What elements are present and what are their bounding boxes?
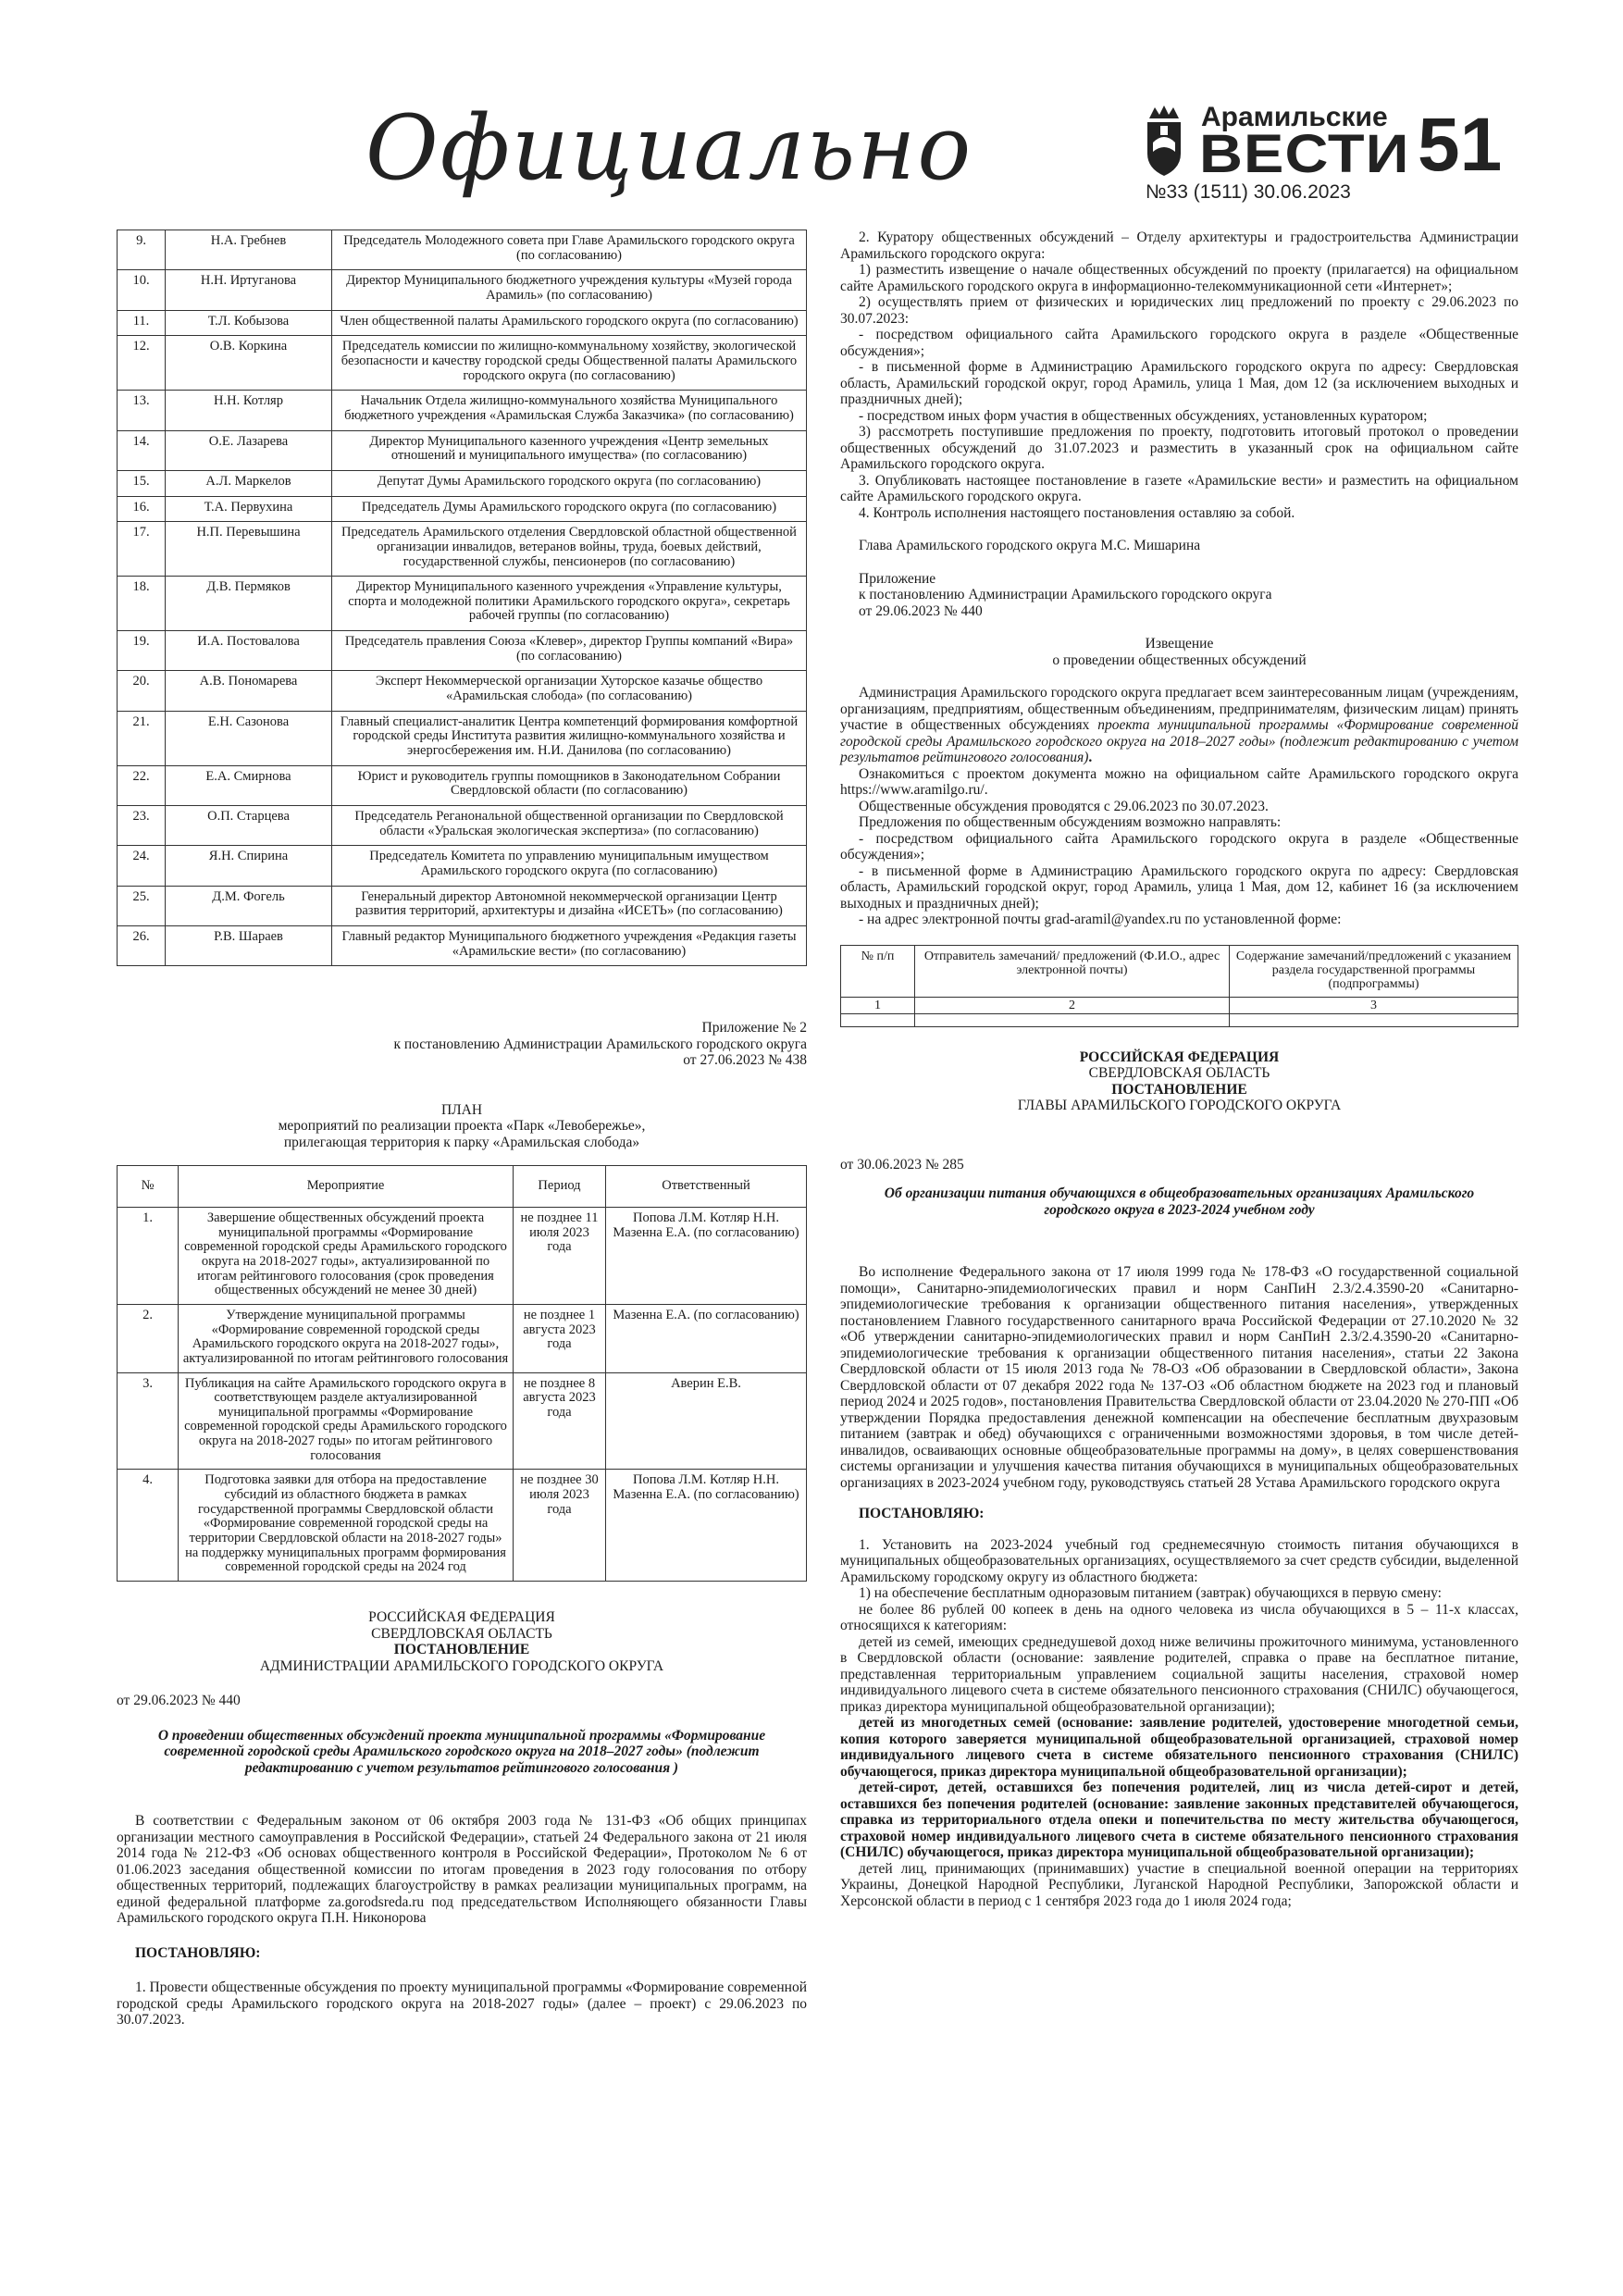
form-header-content: Содержание замечаний/предложений с указанием раздела государственной программы (подпрограммы) bbox=[1230, 945, 1518, 997]
member-num: 11. bbox=[118, 310, 166, 336]
member-num: 18. bbox=[118, 577, 166, 631]
right-text-6: 3) рассмотреть поступившие предложения по проекту, подготовить итоговый протокол о проведении общественных обсуждений до 31.07.2023 и разместить в указанный срок на официальном сайте Арамильского городского округа. bbox=[840, 424, 1518, 472]
member-position: Юрист и руководитель группы помощников в Законодательном Собрании Свердловской области (по согласованию) bbox=[332, 765, 807, 805]
left-decree-h4: АДМИНИСТРАЦИИ АРАМИЛЬСКОГО ГОРОДСКОГО ОКРУГА bbox=[259, 1657, 664, 1674]
member-num: 12. bbox=[118, 336, 166, 391]
left-decree-title: О проведении общественных обсуждений проекта муниципальной программы «Формирование современной городской среды Арамильского городского округа на 2018–2027 годы» (подлежит редактированию с учетом результатов рейтингового голосования ) bbox=[157, 1727, 766, 1776]
right-text-3: - посредством официального сайта Арамильского городского округа в разделе «Общественные обсуждения»; bbox=[840, 327, 1518, 359]
member-position: Председатель правления Союза «Клевер», директор Группы компаний «Вира» (по согласованию) bbox=[332, 631, 807, 671]
plan-subtitle-2: прилегающая территория к парку «Арамильская слобода» bbox=[283, 1134, 640, 1150]
member-row bbox=[118, 391, 807, 430]
member-row bbox=[118, 310, 807, 336]
plan-responsible: Аверин Е.В. bbox=[606, 1372, 807, 1470]
plan-header-num: № bbox=[118, 1166, 179, 1208]
plan-responsible: Попова Л.М. Котляр Н.Н. Мазенна Е.А. (по согласованию) bbox=[606, 1470, 807, 1582]
working-group-table bbox=[117, 230, 807, 966]
member-num: 19. bbox=[118, 631, 166, 671]
plan-responsible: Мазенна Е.А. (по согласованию) bbox=[606, 1304, 807, 1372]
plan-period: не позднее 11 июля 2023 года bbox=[514, 1207, 606, 1304]
member-name: Д.М. Фогель bbox=[166, 886, 332, 925]
notice-line-3: - посредством официального сайта Арамильского городского округа в разделе «Общественные обсуждения»; bbox=[840, 830, 1518, 863]
member-position: Председатель Реганональной общественной организации по Свердловской области «Уральская экологическая экспертиза» (по согласованию) bbox=[332, 806, 807, 846]
plan-header-responsible: Ответственный bbox=[606, 1166, 807, 1208]
plan-num: 1. bbox=[118, 1207, 179, 1304]
member-position: Главный редактор Муниципального бюджетного учреждения «Редакция газеты «Арамильские вести» (по согласованию) bbox=[332, 925, 807, 965]
notice-line-2: Предложения по общественным обсуждениям возможно направлять: bbox=[859, 814, 1282, 830]
member-num: 24. bbox=[118, 846, 166, 886]
member-num: 15. bbox=[118, 470, 166, 496]
brand-main: ВЕСТИ bbox=[1199, 124, 1410, 184]
left-column bbox=[117, 230, 807, 2029]
plan-num: 4. bbox=[118, 1470, 179, 1582]
right-decree-cat4: детей лиц, принимающих (принимавших) участие в специальной военной операции на территориях Украины, Донецкой Народной Республики, Луганской Народной Республики, Запорожской области и Херсонской области в период с 1 сентября 2023 года до 1 июля 2024 года; bbox=[840, 1860, 1518, 1909]
member-num: 14. bbox=[118, 430, 166, 470]
plan-subtitle-1: мероприятий по реализации проекта «Парк «Левобережье», bbox=[278, 1118, 646, 1135]
notice-line-4: - в письменной форме в Администрацию Арамильского городского округа по адресу: Свердловская область, Арамильский городской округ, город Арамиль, улица 1 Мая, дом 12, кабинет 16 (за исключением выходных и праздничных дней); bbox=[840, 863, 1518, 912]
member-num: 16. bbox=[118, 496, 166, 522]
member-row bbox=[118, 430, 807, 470]
member-position: Эксперт Некоммерческой организации Хуторское казачье общество «Арамильская слобода» (по согласованию) bbox=[332, 671, 807, 711]
member-row bbox=[118, 470, 807, 496]
notice-line-1: Общественные обсуждения проводятся с 29.06.2023 по 30.07.2023. bbox=[859, 798, 1269, 814]
member-num: 23. bbox=[118, 806, 166, 846]
notice-paragraph-1 bbox=[840, 685, 1518, 766]
member-row bbox=[118, 496, 807, 522]
member-row bbox=[118, 671, 807, 711]
member-num: 9. bbox=[118, 230, 166, 270]
member-name: А.Л. Маркелов bbox=[166, 470, 332, 496]
plan-row bbox=[118, 1470, 807, 1582]
member-position: Председатель Арамильского отделения Свердловской областной общественной организации инвалидов, ветеранов войны, труда, боевых действий, государственной службы, пенсионеров (по согласованию) bbox=[332, 522, 807, 577]
member-num: 26. bbox=[118, 925, 166, 965]
member-position: Главный специалист-аналитик Центра компетенций формирования комфортной городской среды Института развития жилищно-коммунального хозяйства и энергосбережения им. Н.И. Данилова (по согласованию) bbox=[332, 711, 807, 765]
member-row bbox=[118, 522, 807, 577]
signature: Глава Арамильского городского округа М.С. Мишарина bbox=[859, 538, 1201, 553]
right-text-8: 4. Контроль исполнения настоящего постановления оставляю за собой. bbox=[859, 504, 1295, 521]
member-num: 25. bbox=[118, 886, 166, 925]
member-row bbox=[118, 577, 807, 631]
notice-p1-end: . bbox=[1088, 750, 1093, 765]
member-row bbox=[118, 270, 807, 310]
appendix2-line2: к постановлению Администрации Арамильского городского округа bbox=[393, 1036, 807, 1052]
member-row bbox=[118, 765, 807, 805]
member-position: Член общественной палаты Арамильского городского округа (по согласованию) bbox=[332, 310, 807, 336]
member-num: 10. bbox=[118, 270, 166, 310]
notice-title-2: о проведении общественных обсуждений bbox=[1052, 652, 1307, 668]
left-decree-h2: СВЕРДЛОВСКАЯ ОБЛАСТЬ bbox=[371, 1625, 552, 1642]
right-text-1: 1) разместить извещение о начале общественных обсуждений по проекту (прилагается) на официальном сайте Арамильского городского округа в информационно-телекоммуникационной сети «Интернет»; bbox=[840, 262, 1518, 294]
member-row bbox=[118, 925, 807, 965]
right-decree-h1: РОССИЙСКАЯ ФЕДЕРАЦИЯ bbox=[1079, 1049, 1280, 1065]
notice-line-5: - на адрес электронной почты grad-aramil@yandex.ru по установленной форме: bbox=[859, 912, 1342, 927]
member-name: Т.А. Первухина bbox=[166, 496, 332, 522]
notice-p1-project: проекта муниципальной программы «Формирование современной городской среды Арамильского городского округа на 2018–2027 годы» (подлежит редактированию с учетом результатов рейтингового голосования) bbox=[840, 717, 1518, 765]
plan-table bbox=[117, 1165, 807, 1582]
right-decree-item1-1: 1) на обеспечение бесплатным одноразовым питанием (завтрак) обучающихся в первую смену: bbox=[859, 1585, 1442, 1602]
form-col-num-3: 3 bbox=[1230, 997, 1518, 1013]
plan-responsible: Попова Л.М. Котляр Н.Н. Мазенна Е.А. (по согласованию) bbox=[606, 1207, 807, 1304]
right-text-2: 2) осуществлять прием от физических и юридических лиц предложений по проекту с 29.06.2023 по 30.07.2023: bbox=[840, 294, 1518, 327]
member-position: Начальник Отдела жилищно-коммунального хозяйства Муниципального бюджетного учреждения «Арамильская Служба Заказчика» (по согласованию) bbox=[332, 391, 807, 430]
plan-period: не позднее 1 августа 2023 года bbox=[514, 1304, 606, 1372]
member-name: Я.Н. Спирина bbox=[166, 846, 332, 886]
plan-header-period: Период bbox=[514, 1166, 606, 1208]
member-name: О.Е. Лазарева bbox=[166, 430, 332, 470]
member-name: Е.Н. Сазонова bbox=[166, 711, 332, 765]
member-row bbox=[118, 230, 807, 270]
plan-event: Утверждение муниципальной программы «Формирование современной городской среды Арамильского городского округа на 2018-2027 годы», актуализированной по итогам рейтингового голосования bbox=[179, 1304, 514, 1372]
right-text-5: - посредством иных форм участия в общественных обсуждениях, установленных куратором; bbox=[859, 407, 1428, 424]
left-decree-h3: ПОСТАНОВЛЕНИЕ bbox=[393, 1642, 530, 1658]
member-num: 22. bbox=[118, 765, 166, 805]
right-decree-norm: не более 86 рублей 00 копеек в день на одного человека из числа обучающихся в 5 – 11-х классах, относящихся к категориям: bbox=[840, 1601, 1518, 1634]
plan-row bbox=[118, 1372, 807, 1470]
right-decree-h2: СВЕРДЛОВСКАЯ ОБЛАСТЬ bbox=[1088, 1065, 1270, 1082]
appendix2-line1: Приложение № 2 bbox=[701, 1020, 807, 1036]
member-position: Депутат Думы Арамильского городского округа (по согласованию) bbox=[332, 470, 807, 496]
notice-line-0: Ознакомиться с проектом документа можно на официальном сайте Арамильского городского округа https://www.aramilgo.ru/. bbox=[840, 765, 1518, 798]
right-decree-preamble: Во исполнение Федерального закона от 17 июля 1999 года № 178-ФЗ «О государственной социальной помощи», Санитарно-эпидемиологических правил и норм СанПиН 2.3/2.4.3590-20 «Санитарно-эпидемиологические требования к организации общественного питания населения», утвержденных постановлением Главного государственного санитарного врача Российской Федерации от 27.10.2020 № 32 «Об утверждении санитарно-эпидемиологических правил и норм СанПиН 2.3/2.4.3590-20 «Санитарно-эпидемиологические требования к организации общественного питания населения», статьи 22 Закона Свердловской области от 15 июля 2013 года № 78-ОЗ «Об образовании в Свердловской области», Закона Свердловской области от 07 декабря 2022 года № 137-ОЗ «Об областном бюджете на 2023 год и плановый период 2024 и 2025 годов», постановления Правительства Свердловской области от 23.04.2020 № 270-ПП «Об утверждении Порядка предоставления денежной компенсации на обеспечение бесплатным двухразовым питанием (завтрак и обед) обучающихся с ограниченными возможностями здоровья, в том числе детей-инвалидов, осваивающих основные общеобразовательные программы на дому», в целях совершенствования системы организации и улучшения качества питания обучающихся в муниципальных общеобразовательных организациях в 2023-2024 учебном году, руководствуясь статьей 28 Устава Арамильского городского округа bbox=[840, 1264, 1518, 1491]
right-decree-h4: ГЛАВЫ АРАМИЛЬСКОГО ГОРОДСКОГО ОКРУГА bbox=[1017, 1098, 1342, 1114]
member-position: Председатель Комитета по управлению муниципальным имуществом Арамильского городского округа (по согласованию) bbox=[332, 846, 807, 886]
notice-p1-lead: Администрация Арамильского городского округа предлагает всем заинтересованным лицам (учреждениям, организациям, предприятиям, общественным объединениям, предпринимателям, физическим лицам) принять участие в общественных обсуждениях bbox=[840, 685, 1518, 733]
member-num: 17. bbox=[118, 522, 166, 577]
plan-num: 3. bbox=[118, 1372, 179, 1470]
right-decree-item1: 1. Установить на 2023-2024 учебный год среднемесячную стоимость питания обучающихся в муниципальных общеобразовательных организациях, осуществляемого за счет средств субсидии, выделенной Арамильскому городскому округу из областного бюджета: bbox=[840, 1536, 1518, 1585]
member-position: Председатель комиссии по жилищно-коммунальному хозяйству, экологической безопасности и качеству городской среды Общественной палаты Арамильского городского округа (по согласованию) bbox=[332, 336, 807, 391]
left-decree-h1: РОССИЙСКАЯ ФЕДЕРАЦИЯ bbox=[368, 1609, 555, 1626]
left-decree-date: от 29.06.2023 № 440 bbox=[117, 1693, 241, 1709]
proposal-form-table bbox=[840, 945, 1518, 1027]
member-name: И.А. Постовалова bbox=[166, 631, 332, 671]
right-text-4: - в письменной форме в Администрацию Арамильского городского округа по адресу: Свердловская область, Арамильский городской округ, город Арамиль, улица 1 Мая, дом 12 (за исключением выходных и праздничных дней); bbox=[840, 359, 1518, 407]
city-coat-of-arms-icon bbox=[1144, 105, 1184, 178]
member-position: Председатель Думы Арамильского городского округа (по согласованию) bbox=[332, 496, 807, 522]
plan-row bbox=[118, 1207, 807, 1304]
member-name: Т.Л. Кобызова bbox=[166, 310, 332, 336]
right-decree-cat3: детей-сирот, детей, оставшихся без попечения родителей, лиц из числа детей-сирот и детей, оставшихся без попечения родителей (основание: заявление законных представителей обучающегося, справка из территориального отдела опеки и попечительства по месту жительства обучающегося, страховой номер индивидуального лицевого счета в системе обязательного пенсионного страхования (СНИЛС) обучающегося, приказ директора муниципальной общеобразовательной организации); bbox=[840, 1780, 1518, 1861]
member-name: О.П. Старцева bbox=[166, 806, 332, 846]
member-row bbox=[118, 711, 807, 765]
right-decree-title: Об организации питания обучающихся в общеобразовательных организациях Арамильского городского округа в 2023-2024 учебном году bbox=[884, 1185, 1475, 1218]
form-col-num-1: 1 bbox=[841, 997, 915, 1013]
member-name: Е.А. Смирнова bbox=[166, 765, 332, 805]
plan-title: ПЛАН bbox=[440, 1101, 483, 1118]
plan-period: не позднее 8 августа 2023 года bbox=[514, 1372, 606, 1470]
left-decree-item1: 1. Провести общественные обсуждения по проекту муниципальной программы «Формирование современной городской среды Арамильского городского округа на 2018-2027 годы» (далее – проект) с 29.06.2023 по 30.07.2023. bbox=[117, 1980, 807, 2029]
plan-row bbox=[118, 1304, 807, 1372]
left-decree-resolve: ПОСТАНОВЛЯЮ: bbox=[135, 1944, 261, 1961]
page-number: 51 bbox=[1418, 103, 1503, 187]
form-col-num-2: 2 bbox=[915, 997, 1230, 1013]
right-text-0: 2. Куратору общественных обсуждений – Отделу архитектуры и градостроительства Администрации Арамильского городского округа: bbox=[840, 230, 1518, 262]
right-decree-date: от 30.06.2023 № 285 bbox=[840, 1156, 964, 1173]
issue-number: №33 (1511) 30.06.2023 bbox=[1146, 181, 1351, 203]
member-name: Н.Н. Иртуганова bbox=[166, 270, 332, 310]
appendix-line1: Приложение bbox=[859, 570, 936, 587]
right-column bbox=[840, 230, 1518, 1909]
member-row bbox=[118, 806, 807, 846]
member-name: Н.Н. Котляр bbox=[166, 391, 332, 430]
member-position: Директор Муниципального казенного учреждения «Центр земельных отношений и муниципального имущества» (по согласованию) bbox=[332, 430, 807, 470]
notice-title-1: Извещение bbox=[1145, 636, 1214, 652]
right-decree-resolve: ПОСТАНОВЛЯЮ: bbox=[859, 1506, 985, 1522]
plan-event: Публикация на сайте Арамильского городского округа в соответствующем разделе актуализированной муниципальной программы «Формирование современной городской среды Арамильского городского округа на 2018-2027 годы» по итогам рейтингового голосования bbox=[179, 1372, 514, 1470]
form-header-num: № п/п bbox=[841, 945, 915, 997]
member-position: Директор Муниципального бюджетного учреждения культуры «Музей города Арамиль» (по согласованию) bbox=[332, 270, 807, 310]
member-name: Д.В. Пермяков bbox=[166, 577, 332, 631]
appendix2-line3: от 27.06.2023 № 438 bbox=[683, 1052, 807, 1069]
appendix-line2: к постановлению Администрации Арамильского городского округа bbox=[859, 587, 1272, 602]
form-header-sender: Отправитель замечаний/ предложений (Ф.И.О., адрес электронной почты) bbox=[915, 945, 1230, 997]
member-position: Генеральный директор Автономной некоммерческой организации Центр развития территорий, архитектуры и дизайна «ИСЕТЬ» (по согласованию) bbox=[332, 886, 807, 925]
right-text-7: 3. Опубликовать настоящее постановление в газете «Арамильские вести» и разместить на официальном сайте Арамильского городского округа. bbox=[840, 472, 1518, 504]
brand-top: Арамильские bbox=[1201, 102, 1388, 132]
right-decree-h3: ПОСТАНОВЛЕНИЕ bbox=[1111, 1081, 1247, 1098]
plan-period: не позднее 30 июля 2023 года bbox=[514, 1470, 606, 1582]
member-position: Директор Муниципального казенного учреждения «Управление культуры, спорта и молодежной политики Арамильского городского округа», секретарь рабочей группы (по согласованию) bbox=[332, 577, 807, 631]
member-name: Н.П. Перевышина bbox=[166, 522, 332, 577]
member-row bbox=[118, 846, 807, 886]
member-row bbox=[118, 631, 807, 671]
member-num: 13. bbox=[118, 391, 166, 430]
member-row bbox=[118, 336, 807, 391]
section-title: Официально bbox=[365, 96, 973, 200]
plan-event: Завершение общественных обсуждений проекта муниципальной программы «Формирование современной городской среды Арамильского городского округа на 2018-2027 годы», актуализированной по итогам рейтингового голосования (срок проведения общественных обсуждений не менее 30 дней) bbox=[179, 1207, 514, 1304]
left-decree-preamble: В соответствии с Федеральным законом от 06 октября 2003 года № 131-ФЗ «Об общих принципах организации местного самоуправления в Российской Федерации», статьей 24 Федерального закона от 21 июля 2014 года № 212-ФЗ «Об основах общественного контроля в Российской Федерации», Протоколом № 6 от 01.06.2023 заседания общественной комиссии по итогам проведения в 2023 году голосования по отбору общественных территорий, подлежащих благоустройству в рамках реализации муниципальных программ, на единой федеральной платформе za.gorodsreda.ru под председательством Исполняющего обязанности Главы Арамильского городского округа П.Н. Никонорова bbox=[117, 1813, 807, 1927]
member-name: А.В. Пономарева bbox=[166, 671, 332, 711]
plan-num: 2. bbox=[118, 1304, 179, 1372]
member-num: 21. bbox=[118, 711, 166, 765]
member-num: 20. bbox=[118, 671, 166, 711]
right-decree-cat2: детей из многодетных семей (основание: заявление родителей, удостоверение многодетной семьи, копия которого заверяется муниципальной общеобразовательной организацией, страховой номер индивидуального лицевого счета в системе обязательного пенсионного страхования (СНИЛС) обучающегося, приказ директора муниципальной общеобразовательной организации); bbox=[840, 1715, 1518, 1780]
member-name: Н.А. Гребнев bbox=[166, 230, 332, 270]
plan-event: Подготовка заявки для отбора на предоставление субсидий из областного бюджета в рамках государственной программы Свердловской области «Формирование современной городской среды на территории Свердловской области на 2018-2027 годы» на поддержку муниципальных программ формирования современной городской среды на 2024 год bbox=[179, 1470, 514, 1582]
member-name: Р.В. Шараев bbox=[166, 925, 332, 965]
member-position: Председатель Молодежного совета при Главе Арамильского городского округа (по согласованию) bbox=[332, 230, 807, 270]
appendix-line3: от 29.06.2023 № 440 bbox=[859, 602, 983, 619]
right-decree-cat1: детей из семей, имеющих среднедушевой доход ниже величины прожиточного минимума, установленного в Свердловской области (основание: заявление родителей, справка о праве на бесплатное питание, представленная территориальным управлением социальной защиты населения, страховой номер индивидуального лицевого счета в системе обязательного пенсионного страхования (СНИЛС) обучающегося, приказ директора муниципальной общеобразовательной организации); bbox=[840, 1633, 1518, 1715]
member-row bbox=[118, 886, 807, 925]
member-name: О.В. Коркина bbox=[166, 336, 332, 391]
plan-header-event: Мероприятие bbox=[179, 1166, 514, 1208]
